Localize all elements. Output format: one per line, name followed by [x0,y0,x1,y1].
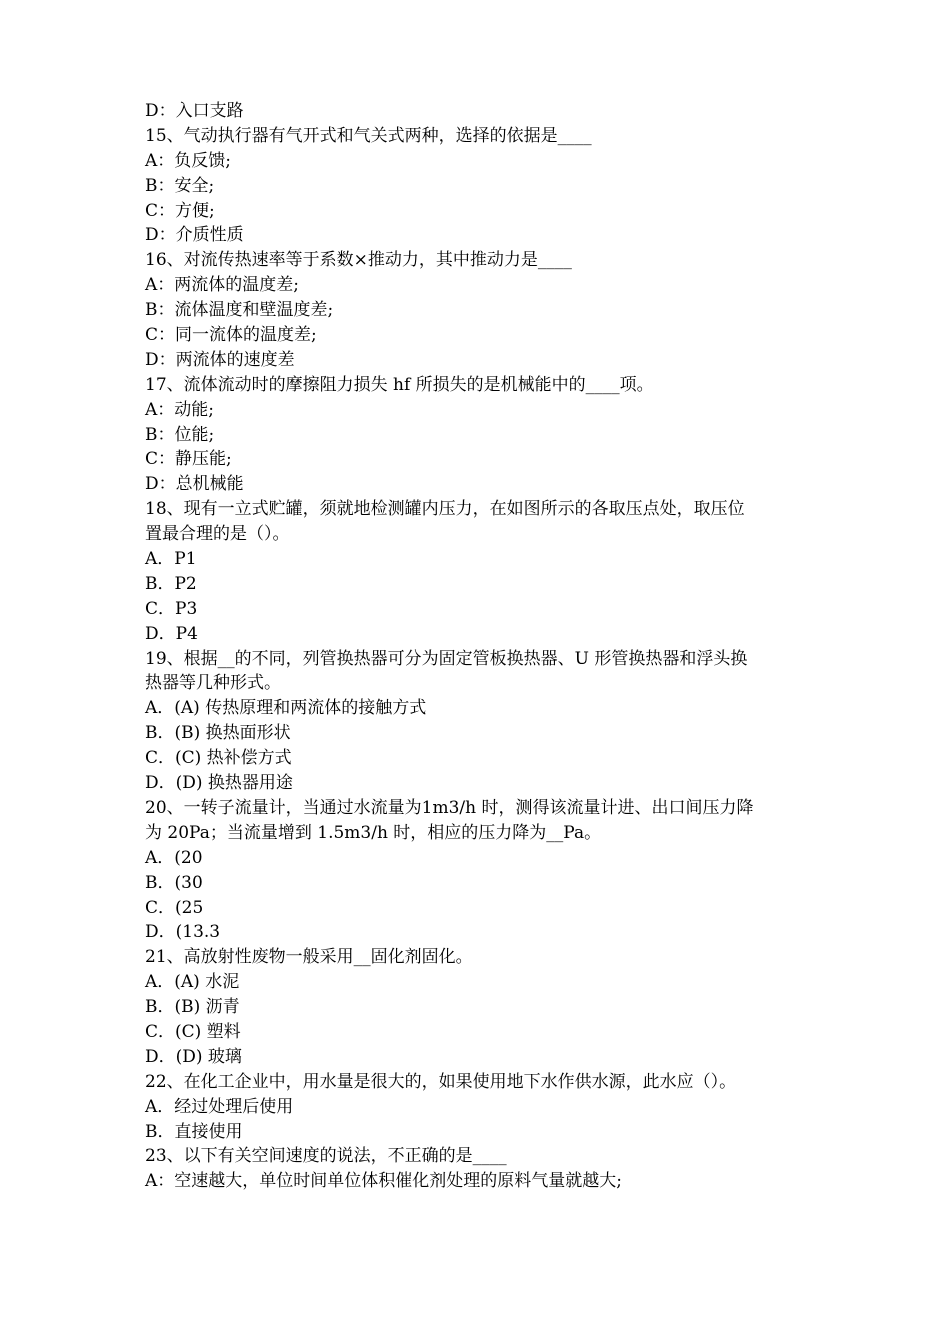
option-line: D．(D) 换热器用途 [145,773,293,794]
question-line: 21、高放射性废物一般采用__固化剂固化。 [145,947,473,968]
question-line-continued: 为 20Pa；当流量增到 1.5m3/h 时，相应的压力降为__Pa。 [145,822,602,843]
option-line: C：静压能; [145,449,232,470]
option-line: A．(A) 传热原理和两流体的接触方式 [145,698,427,719]
question-line-continued: 热器等几种形式。 [145,673,281,694]
option-line: D：总机械能 [145,474,244,495]
option-line: A：负反馈; [145,150,232,171]
text-line: D：入口支路 [145,101,244,121]
question-line: 19、根据__的不同，列管换热器可分为固定管板换热器、U 形管换热器和浮头换 [145,648,748,669]
option-line: D：介质性质 [145,225,244,246]
option-line: A：两流体的温度差; [145,275,300,296]
option-line: B：安全; [145,175,215,196]
option-line: B：流体温度和壁温度差; [145,300,334,321]
option-line: B．(B) 换热面形状 [145,723,291,744]
question-line: 17、流体流动时的摩擦阻力损失 hf 所损失的是机械能中的____项。 [145,374,654,395]
option-line: C．(C) 塑料 [145,1021,241,1042]
question-line: 23、以下有关空间速度的说法，不正确的是____ [145,1146,507,1167]
option-line: B．直接使用 [145,1121,243,1142]
option-line: C．(25 [145,897,204,918]
option-line: B．(B) 沥青 [145,997,240,1018]
question-line: 18、现有一立式贮罐，须就地检测罐内压力，在如图所示的各取压点处，取压位 [145,499,745,520]
option-line: D：两流体的速度差 [145,349,295,370]
option-line: C：方便; [145,200,215,221]
option-line: C：同一流体的温度差; [145,325,317,346]
option-line: A．P1 [145,549,197,570]
option-line: B．P2 [145,573,197,594]
option-line: A．经过处理后使用 [145,1096,294,1117]
option-line: C．P3 [145,598,198,619]
option-line: D．(13.3 [145,922,221,943]
document-page [145,99,825,1194]
option-line: A．(A) 水泥 [145,972,240,993]
question-line: 22、在化工企业中，用水量是很大的，如果使用地下水作供水源，此水应（）。 [145,1071,737,1092]
option-line: D．(D) 玻璃 [145,1046,242,1067]
option-line: C．(C) 热补偿方式 [145,748,292,769]
question-line-continued: 置最合理的是（）。 [145,524,290,545]
option-line: A：动能; [145,399,215,420]
option-line: A．(20 [145,847,203,868]
option-line: D．P4 [145,623,198,644]
option-line: B：位能; [145,424,215,445]
question-line: 16、对流传热速率等于系数×推动力，其中推动力是____ [145,250,572,271]
question-line: 15、气动执行器有气开式和气关式两种，选择的依据是____ [145,125,592,146]
question-line: 20、一转子流量计，当通过水流量为1m3/h 时，测得该流量计进、出口间压力降 [145,797,754,818]
option-line: B．(30 [145,872,203,893]
option-line: A：空速越大，单位时间单位体积催化剂处理的原料气量就越大; [145,1171,623,1192]
